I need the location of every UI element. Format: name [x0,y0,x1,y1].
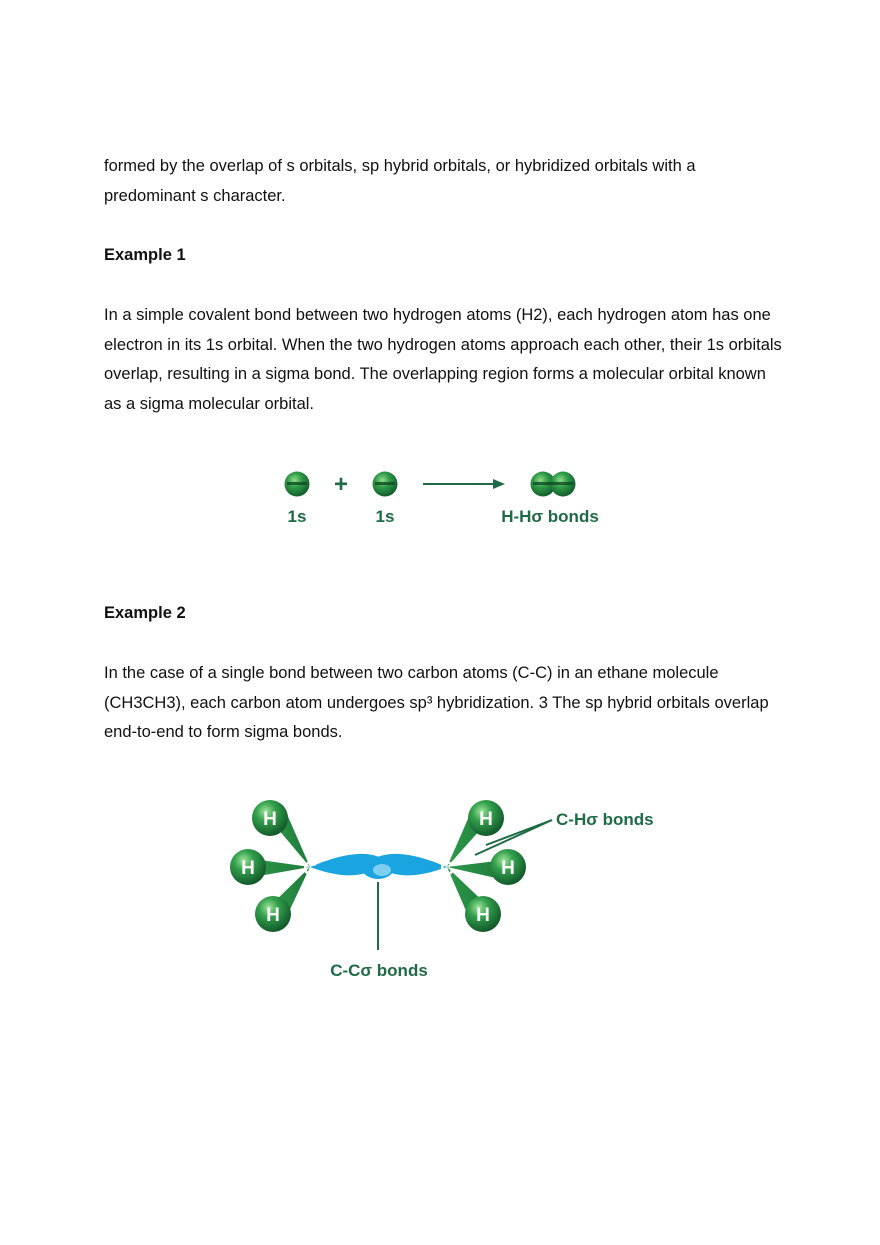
example1-paragraph: In a simple covalent bond between two hydrogen atoms (H2), each hydrogen atom has one electron in its 1s orbital. When the two hydrogen atoms approach each other, their 1s orbitals overlap, resulting in a sigma bond. The overlapping region forms a molecular orbital known as a sigma molecular orbital. [104,306,782,413]
example2-heading: Example 2 [104,604,186,622]
svg-text:H: H [501,858,515,879]
hydrogen-atom [465,896,501,932]
svg-text:H: H [476,905,490,926]
svg-text:H: H [479,809,493,830]
example1-heading: Example 1 [104,246,186,264]
label-cc-sigma-bonds: C-Cσ bonds [330,961,428,980]
label-1s-b: 1s [375,507,395,526]
plus-sign: + [333,471,349,498]
intro-paragraph: formed by the overlap of s orbitals, sp hybrid orbitals, or hybridized orbitals with a predominant s character. [104,157,696,205]
label-hh-sigma-bonds: H-Hσ bonds [501,507,599,526]
svg-text:H: H [266,905,280,926]
carbon-atom-left: C [303,859,317,880]
overlapped-orbitals [531,472,576,497]
hydrogen-atom [490,849,526,885]
hydrogen-1s-orbital-a [285,472,310,497]
h2-sigma-bond-figure [0,460,880,550]
cc-sigma-orbital [310,854,447,879]
hydrogen-atom [230,849,266,885]
label-1s-a: 1s [287,507,307,526]
hydrogen-1s-orbital-b [373,472,398,497]
svg-text:H: H [241,858,255,879]
example2-paragraph: In the case of a single bond between two carbon atoms (C-C) in an ethane molecule (CH3CH3), each carbon atom undergoes sp³ hybridization. 3 The sp hybrid orbitals overlap end-to-end to form sigma bonds. [104,664,769,741]
label-ch-sigma-bonds: C-Hσ bonds [556,810,654,829]
carbon-atom-right: C [440,859,454,880]
hydrogen-atom [252,800,288,836]
svg-text:H: H [263,809,277,830]
hydrogen-atom [468,800,504,836]
ethane-sigma-bond-figure [0,790,880,1000]
reaction-arrow [423,479,505,489]
hydrogen-atom [255,896,291,932]
